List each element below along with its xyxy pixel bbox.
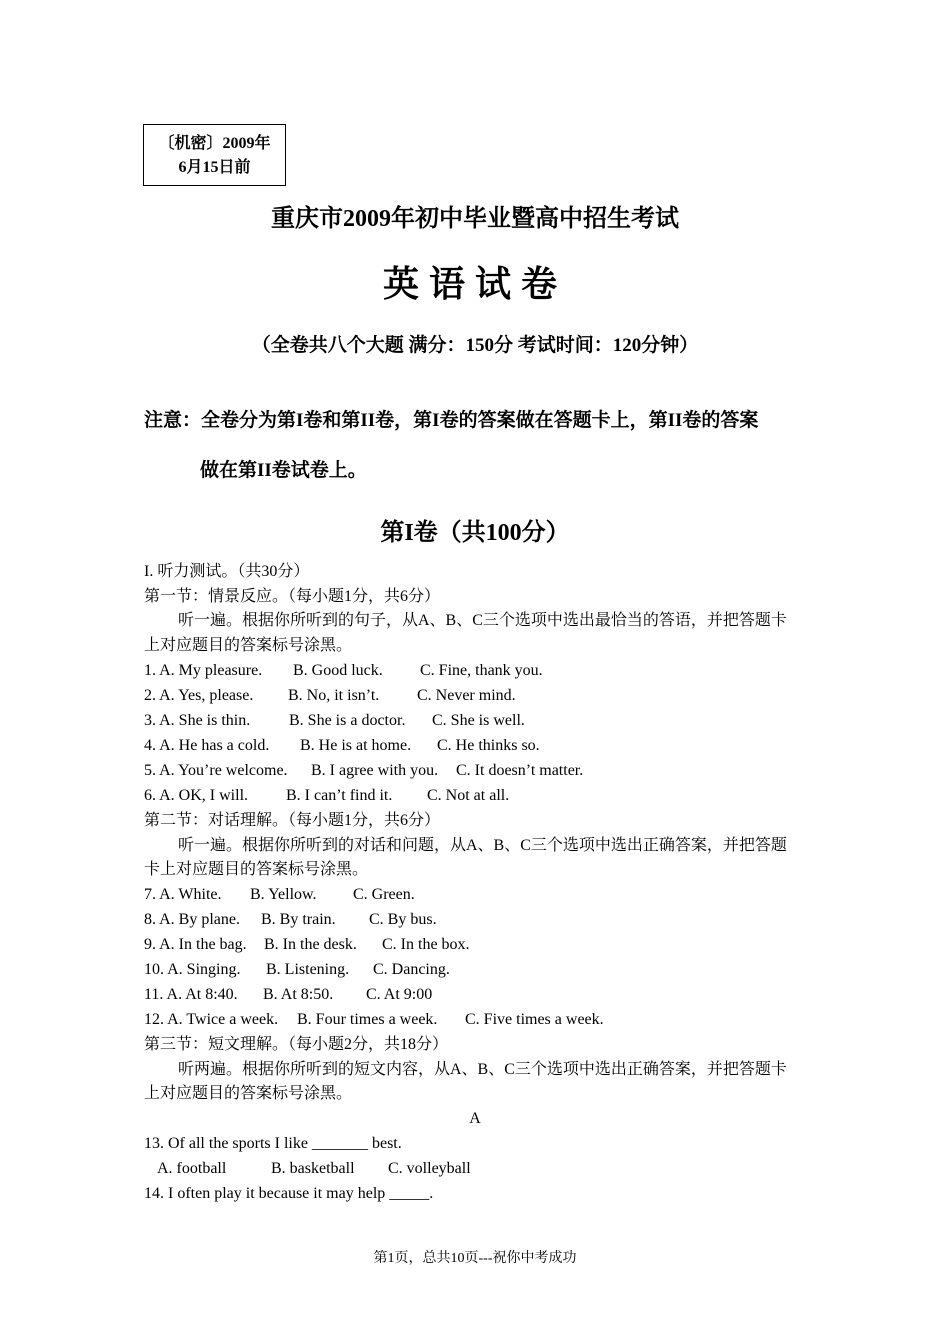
option-c: C. In the box. bbox=[382, 936, 470, 953]
sec2-heading: 第二节：对话理解。（每小题1分，共6分） bbox=[144, 812, 441, 829]
question-row: 10. A. Singing. bbox=[144, 961, 241, 978]
option-c: C. Green. bbox=[353, 886, 415, 903]
option-c: C. She is well. bbox=[432, 712, 525, 729]
question-row: 6. A. OK, I will. bbox=[144, 787, 249, 804]
exam-title: 重庆市2009年初中毕业暨高中招生考试 bbox=[271, 206, 679, 232]
option-c: C. It doesn’t matter. bbox=[456, 762, 584, 779]
option-c: C. Never mind. bbox=[417, 687, 516, 704]
question-row: 1. A. My pleasure. bbox=[144, 662, 263, 679]
option-c: C. At 9:00 bbox=[366, 986, 433, 1003]
notice-line-2: 做在第II卷试卷上。 bbox=[200, 460, 367, 481]
question-13: 13. Of all the sports I like _______ best. bbox=[144, 1135, 402, 1152]
q13-option-c: C. volleyball bbox=[388, 1160, 471, 1177]
sec3-instruction-1: 听两遍。根据你所听到的短文内容，从A、B、C三个选项中选出正确答案，并把答题卡 bbox=[178, 1061, 787, 1078]
option-b: B. In the desk. bbox=[264, 936, 357, 953]
option-c: C. By bus. bbox=[369, 911, 437, 928]
option-b: B. I can’t find it. bbox=[286, 787, 393, 804]
option-c: C. Not at all. bbox=[427, 787, 510, 804]
confidential-line-2: 6月15日前 bbox=[178, 159, 251, 176]
question-row: 8. A. By plane. bbox=[144, 911, 240, 928]
question-row: 4. A. He has a cold. bbox=[144, 737, 270, 754]
sec1-heading: 第一节：情景反应。（每小题1分，共6分） bbox=[144, 588, 441, 605]
passage-label: A bbox=[469, 1110, 481, 1127]
q13-option-a: A. football bbox=[157, 1160, 227, 1177]
option-b: B. He is at home. bbox=[300, 737, 412, 754]
confidential-line-1: 〔机密〕2009年 bbox=[158, 135, 271, 152]
sec2-instruction-1: 听一遍。根据你所听到的对话和问题，从A、B、C三个选项中选出正确答案，并把答题 bbox=[178, 837, 787, 854]
option-c: C. Five times a week. bbox=[465, 1011, 604, 1028]
option-c: C. He thinks so. bbox=[437, 737, 540, 754]
option-c: C. Fine, thank you. bbox=[420, 662, 543, 679]
part-one-title: 第I卷（共100分） bbox=[380, 520, 570, 546]
question-row: 9. A. In the bag. bbox=[144, 936, 247, 953]
option-b: B. At 8:50. bbox=[263, 986, 334, 1003]
question-14: 14. I often play it because it may help _____. bbox=[144, 1185, 434, 1202]
option-b: B. No, it isn’t. bbox=[288, 687, 380, 704]
q13-option-b: B. basketball bbox=[271, 1160, 355, 1177]
sec1-instruction-2: 上对应题目的答案标号涂黑。 bbox=[144, 637, 353, 654]
listening-section-heading: I. 听力测试。（共30分） bbox=[144, 563, 310, 580]
page-footer: 第1页，总共10页---祝你中考成功 bbox=[373, 1251, 577, 1266]
notice-line-1: 注意：全卷分为第I卷和第II卷，第I卷的答案做在答题卡上，第II卷的答案 bbox=[144, 410, 759, 431]
option-b: B. Four times a week. bbox=[297, 1011, 438, 1028]
question-row: 2. A. Yes, please. bbox=[144, 687, 254, 704]
option-c: C. Dancing. bbox=[373, 961, 450, 978]
question-row: 11. A. At 8:40. bbox=[144, 986, 238, 1003]
exam-subject: 英语试卷 bbox=[382, 264, 567, 305]
question-row: 12. A. Twice a week. bbox=[144, 1011, 279, 1028]
option-b: B. Yellow. bbox=[250, 886, 317, 903]
confidential-box bbox=[143, 124, 286, 186]
option-b: B. Good luck. bbox=[293, 662, 383, 679]
sec3-heading: 第三节：短文理解。（每小题2分，共18分） bbox=[144, 1036, 449, 1053]
question-row: 3. A. She is thin. bbox=[144, 712, 251, 729]
sec1-instruction-1: 听一遍。根据你所听到的句子，从A、B、C三个选项中选出最恰当的答语，并把答题卡 bbox=[178, 612, 787, 629]
option-b: B. She is a doctor. bbox=[289, 712, 406, 729]
option-b: B. I agree with you. bbox=[311, 762, 439, 779]
question-row: 5. A. You’re welcome. bbox=[144, 762, 288, 779]
option-b: B. Listening. bbox=[266, 961, 350, 978]
exam-info: （全卷共八个大题 满分：150分 考试时间：120分钟） bbox=[251, 335, 699, 356]
sec3-instruction-2: 上对应题目的答案标号涂黑。 bbox=[144, 1085, 353, 1102]
sec2-instruction-2: 卡上对应题目的答案标号涂黑。 bbox=[144, 861, 369, 878]
option-b: B. By train. bbox=[261, 911, 336, 928]
question-row: 7. A. White. bbox=[144, 886, 222, 903]
